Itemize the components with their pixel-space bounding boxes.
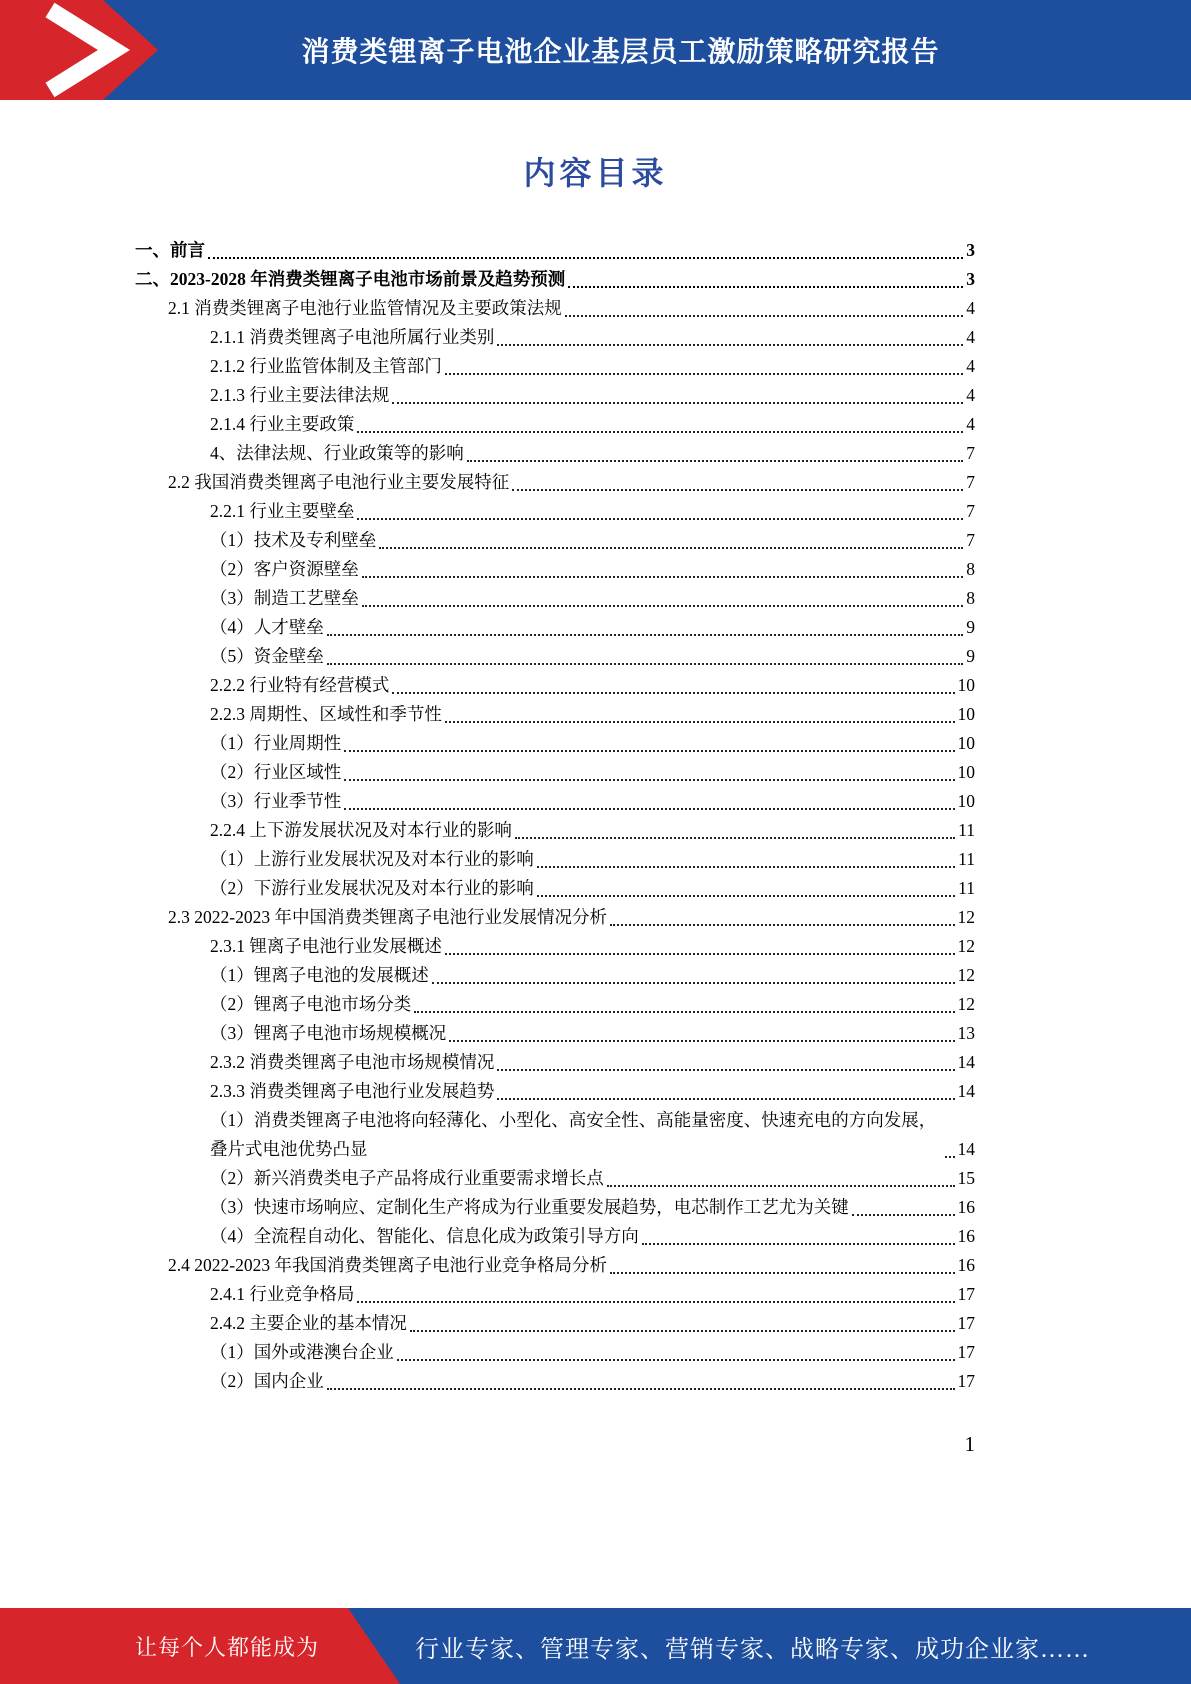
toc-entry-label: （3）行业季节性	[210, 791, 342, 811]
toc-entry-page: 4	[966, 298, 975, 318]
toc-entry-page: 7	[966, 472, 975, 492]
toc-entry-page: 4	[966, 385, 975, 405]
toc-leader-dots	[607, 1185, 955, 1187]
toc-entry-page: 14	[957, 1052, 975, 1072]
toc-entry-page: 10	[957, 704, 975, 724]
toc-list	[135, 236, 975, 1396]
toc-leader-dots	[945, 1156, 955, 1158]
toc-entry-label: （1）消费类锂离子电池将向轻薄化、小型化、高安全性、高能量密度、快速充电的方向发展，叠片式电池优势凸显	[210, 1110, 937, 1159]
toc-leader-dots	[445, 721, 955, 723]
toc-leader-dots	[497, 1098, 954, 1100]
toc-entry-label: 2.2.1 行业主要壁垒	[210, 501, 355, 521]
toc-entry[interactable]	[135, 932, 975, 961]
toc-entry-page: 16	[957, 1226, 975, 1246]
toc-entry-label: 2.1 消费类锂离子电池行业监管情况及主要政策法规	[168, 298, 562, 318]
footer-slogan-left: 让每个人都能成为	[135, 1634, 320, 1660]
toc-entry[interactable]	[135, 381, 975, 410]
toc-entry-page: 11	[958, 820, 975, 840]
header-arrow-icon	[0, 0, 170, 100]
toc-entry-page: 12	[957, 907, 975, 927]
toc-entry[interactable]	[135, 555, 975, 584]
toc-entry-page: 10	[957, 733, 975, 753]
toc-entry[interactable]	[135, 816, 975, 845]
toc-leader-dots	[537, 895, 955, 897]
toc-entry[interactable]	[135, 584, 975, 613]
toc-entry-page: 17	[957, 1371, 975, 1391]
toc-entry-page: 3	[966, 269, 975, 289]
toc-entry-label: 2.2.4 上下游发展状况及对本行业的影响	[210, 820, 512, 840]
toc-leader-dots	[327, 634, 964, 636]
toc-entry[interactable]	[135, 787, 975, 816]
footer-slogan-right: 行业专家、管理专家、营销专家、战略专家、成功企业家……	[415, 1636, 1090, 1663]
toc-entry-page: 4	[966, 414, 975, 434]
toc-entry-page: 16	[957, 1197, 975, 1217]
toc-entry-page: 13	[957, 1023, 975, 1043]
toc-entry[interactable]	[135, 729, 975, 758]
toc-entry[interactable]	[135, 845, 975, 874]
toc-entry[interactable]	[135, 1048, 975, 1077]
toc-leader-dots	[432, 982, 955, 984]
toc-entry[interactable]	[135, 1193, 975, 1222]
toc-entry-page: 17	[957, 1342, 975, 1362]
toc-entry-label: （3）制造工艺壁垒	[210, 588, 359, 608]
toc-leader-dots	[379, 547, 963, 549]
toc-entry-page: 14	[957, 1139, 975, 1159]
toc-leader-dots	[497, 1069, 954, 1071]
toc-entry-page: 7	[966, 530, 975, 550]
toc-entry-label: （3）快速市场响应、定制化生产将成为行业重要发展趋势，电芯制作工艺尤为关键	[210, 1197, 849, 1217]
toc-entry-label: （2）客户资源壁垒	[210, 559, 359, 579]
toc-leader-dots	[642, 1243, 955, 1245]
toc-entry[interactable]	[135, 526, 975, 555]
toc-entry[interactable]	[135, 497, 975, 526]
toc-entry-label: 2.4.2 主要企业的基本情况	[210, 1313, 407, 1333]
toc-entry-label: （4）人才壁垒	[210, 617, 324, 637]
toc-entry-label: （3）锂离子电池市场规模概况	[210, 1023, 447, 1043]
toc-leader-dots	[414, 1011, 954, 1013]
toc-entry-page: 14	[957, 1081, 975, 1101]
toc-entry[interactable]	[135, 874, 975, 903]
toc-entry-label: （2）下游行业发展状况及对本行业的影响	[210, 878, 534, 898]
toc-leader-dots	[392, 402, 963, 404]
toc-entry-label: （1）行业周期性	[210, 733, 342, 753]
toc-entry-label: （2）锂离子电池市场分类	[210, 994, 412, 1014]
toc-entry-label: （5）资金壁垒	[210, 646, 324, 666]
toc-leader-dots	[512, 489, 963, 491]
toc-leader-dots	[357, 431, 963, 433]
toc-leader-dots	[568, 286, 963, 288]
toc-entry-page: 11	[958, 849, 975, 869]
toc-entry[interactable]	[135, 1338, 975, 1367]
toc-leader-dots	[362, 576, 964, 578]
toc-entry[interactable]	[135, 1077, 975, 1106]
toc-leader-dots	[410, 1330, 955, 1332]
toc-entry-page: 12	[957, 994, 975, 1014]
toc-entry[interactable]	[135, 1367, 975, 1396]
toc-entry[interactable]	[135, 903, 975, 932]
toc-leader-dots	[515, 837, 955, 839]
toc-entry-label: （4）全流程自动化、智能化、信息化成为政策引导方向	[210, 1226, 639, 1246]
toc-entry[interactable]	[135, 1164, 975, 1193]
toc-entry-label: （1）技术及专利壁垒	[210, 530, 377, 550]
toc-entry[interactable]	[135, 1106, 975, 1164]
toc-entry-page: 3	[966, 240, 975, 260]
toc-entry-page: 12	[957, 965, 975, 985]
toc-leader-dots	[344, 779, 954, 781]
toc-entry[interactable]	[135, 1222, 975, 1251]
toc-entry-label: 2.1.3 行业主要法律法规	[210, 385, 390, 405]
toc-entry-page: 16	[957, 1255, 975, 1275]
toc-entry-label: 2.4 2022-2023 年我国消费类锂离子电池行业竞争格局分析	[168, 1255, 607, 1275]
toc-entry-label: 一、前言	[135, 240, 205, 260]
toc-entry[interactable]	[135, 236, 975, 265]
toc-entry-page: 11	[958, 878, 975, 898]
toc-leader-dots	[327, 663, 964, 665]
report-title: 消费类锂离子电池企业基层员工激励策略研究报告	[301, 36, 940, 67]
toc-leader-dots	[357, 518, 963, 520]
toc-entry[interactable]	[135, 1019, 975, 1048]
toc-entry-page: 17	[957, 1284, 975, 1304]
toc-entry[interactable]	[135, 1309, 975, 1338]
toc-entry-label: （1）上游行业发展状况及对本行业的影响	[210, 849, 534, 869]
toc-entry-page: 12	[957, 936, 975, 956]
toc-leader-dots	[497, 344, 963, 346]
toc-entry-page: 8	[966, 588, 975, 608]
toc-entry-label: 二、2023-2028 年消费类锂离子电池市场前景及趋势预测	[135, 269, 566, 289]
toc-entry[interactable]	[135, 613, 975, 642]
page-header	[0, 0, 1191, 100]
toc-entry-page: 10	[957, 675, 975, 695]
toc-entry-label: （1）锂离子电池的发展概述	[210, 965, 429, 985]
toc-leader-dots	[344, 808, 954, 810]
toc-entry[interactable]	[135, 758, 975, 787]
toc-entry[interactable]	[135, 294, 975, 323]
toc-leader-dots	[610, 1272, 955, 1274]
toc-entry-page: 9	[966, 646, 975, 666]
toc-entry[interactable]	[135, 990, 975, 1019]
toc-entry-label: （2）国内企业	[210, 1371, 324, 1391]
toc-entry-label: 2.2 我国消费类锂离子电池行业主要发展特征	[168, 472, 510, 492]
toc-entry[interactable]	[135, 700, 975, 729]
toc-entry-page: 4	[966, 327, 975, 347]
toc-entry-label: （1）国外或港澳台企业	[210, 1342, 394, 1362]
toc-entry[interactable]	[135, 642, 975, 671]
toc-entry-page: 17	[957, 1313, 975, 1333]
toc-leader-dots	[537, 866, 955, 868]
toc-entry-label: 2.1.1 消费类锂离子电池所属行业类别	[210, 327, 495, 347]
toc-entry-label: （2）新兴消费类电子产品将成行业重要需求增长点	[210, 1168, 604, 1188]
toc-leader-dots	[392, 692, 954, 694]
toc-leader-dots	[445, 373, 963, 375]
toc-entry-label: 2.3.2 消费类锂离子电池市场规模情况	[210, 1052, 495, 1072]
toc-entry[interactable]	[135, 265, 975, 294]
toc-heading: 内容目录	[523, 155, 668, 191]
toc-entry-page: 9	[966, 617, 975, 637]
toc-entry-label: 2.1.2 行业监管体制及主管部门	[210, 356, 442, 376]
toc-leader-dots	[327, 1388, 955, 1390]
toc-entry[interactable]	[135, 1251, 975, 1280]
toc-entry-label: 2.4.1 行业竞争格局	[210, 1284, 355, 1304]
toc-entry[interactable]	[135, 410, 975, 439]
toc-leader-dots	[610, 924, 955, 926]
toc-leader-dots	[357, 1301, 954, 1303]
toc-leader-dots	[445, 953, 955, 955]
toc-entry[interactable]	[135, 1280, 975, 1309]
page-footer	[0, 1608, 1191, 1684]
toc-leader-dots	[852, 1214, 955, 1216]
toc-entry-label: 2.1.4 行业主要政策	[210, 414, 355, 434]
toc-entry-page: 4	[966, 356, 975, 376]
toc-entry-label: 2.3.1 锂离子电池行业发展概述	[210, 936, 442, 956]
toc-entry[interactable]	[135, 352, 975, 381]
toc-entry-page: 7	[966, 501, 975, 521]
toc-entry[interactable]	[135, 323, 975, 352]
toc-entry-label: 2.3 2022-2023 年中国消费类锂离子电池行业发展情况分析	[168, 907, 607, 927]
toc-leader-dots	[208, 257, 963, 259]
toc-leader-dots	[467, 460, 964, 462]
toc-entry-page: 10	[957, 791, 975, 811]
toc-entry[interactable]	[135, 961, 975, 990]
toc-leader-dots	[362, 605, 964, 607]
toc-entry[interactable]	[135, 671, 975, 700]
toc-entry-label: 4、法律法规、行业政策等的影响	[210, 443, 464, 463]
toc-entry-page: 15	[957, 1168, 975, 1188]
toc-leader-dots	[449, 1040, 954, 1042]
toc-leader-dots	[344, 750, 954, 752]
toc-entry-label: 2.3.3 消费类锂离子电池行业发展趋势	[210, 1081, 495, 1101]
toc-leader-dots	[565, 315, 964, 317]
toc-entry[interactable]	[135, 439, 975, 468]
toc-leader-dots	[397, 1359, 955, 1361]
toc-entry[interactable]	[135, 468, 975, 497]
toc-entry-label: 2.2.2 行业特有经营模式	[210, 675, 390, 695]
toc-entry-page: 10	[957, 762, 975, 782]
toc-entry-label: （2）行业区域性	[210, 762, 342, 782]
toc-entry-label: 2.2.3 周期性、区域性和季节性	[210, 704, 442, 724]
toc-entry-page: 7	[966, 443, 975, 463]
page-number: 1	[964, 1432, 975, 1456]
toc-entry-page: 8	[966, 559, 975, 579]
